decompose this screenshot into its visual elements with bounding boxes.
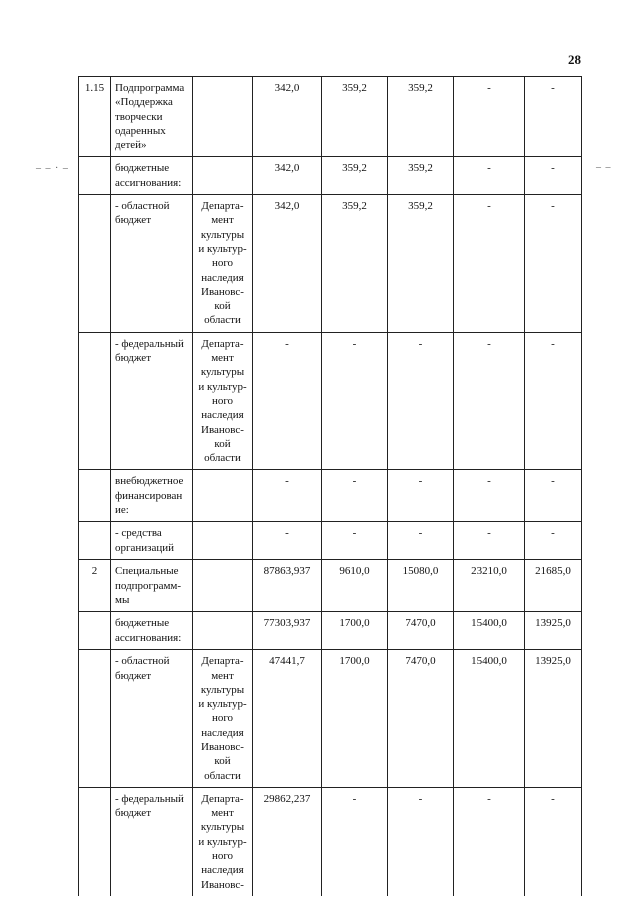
amount-cell: -: [322, 470, 388, 522]
amount-cell: -: [525, 787, 582, 896]
row-number-cell: 1.15: [79, 77, 111, 157]
amount-cell: -: [525, 332, 582, 470]
program-name-cell: - федеральный бюджет: [111, 787, 193, 896]
row-number-cell: [79, 157, 111, 195]
amount-cell: -: [388, 470, 454, 522]
amount-cell: -: [454, 522, 525, 560]
amount-cell: 13925,0: [525, 650, 582, 788]
amount-cell: -: [253, 470, 322, 522]
table-row: [79, 560, 582, 612]
program-name-cell: внебюджетное финансирован ие:: [111, 470, 193, 522]
scan-mark-left: – – · –: [36, 163, 69, 174]
row-number-cell: [79, 470, 111, 522]
amount-cell: 1700,0: [322, 612, 388, 650]
program-name-cell: - областной бюджет: [111, 650, 193, 788]
row-number-cell: [79, 522, 111, 560]
program-name-cell: - областной бюджет: [111, 195, 193, 333]
amount-cell: -: [454, 332, 525, 470]
amount-cell: 359,2: [322, 195, 388, 333]
table-row: [79, 157, 582, 195]
amount-cell: -: [454, 195, 525, 333]
row-number-cell: 2: [79, 560, 111, 612]
scan-mark-right: – –: [596, 162, 612, 173]
table-row: [79, 77, 582, 157]
amount-cell: 47441,7: [253, 650, 322, 788]
amount-cell: 77303,937: [253, 612, 322, 650]
table-row: [79, 612, 582, 650]
table-row: [79, 470, 582, 522]
amount-cell: 359,2: [388, 77, 454, 157]
amount-cell: -: [388, 332, 454, 470]
amount-cell: 342,0: [253, 157, 322, 195]
amount-cell: 9610,0: [322, 560, 388, 612]
executor-cell: [193, 470, 253, 522]
amount-cell: 342,0: [253, 77, 322, 157]
row-number-cell: [79, 195, 111, 333]
program-name-cell: Подпрограмма «Поддержка творчески одаренных детей»: [111, 77, 193, 157]
amount-cell: 23210,0: [454, 560, 525, 612]
amount-cell: 87863,937: [253, 560, 322, 612]
table-row: [79, 195, 582, 333]
page-number: 28: [568, 52, 581, 67]
amount-cell: -: [454, 157, 525, 195]
program-name-cell: бюджетные ассигнования:: [111, 612, 193, 650]
table-row: [79, 332, 582, 470]
amount-cell: 15400,0: [454, 612, 525, 650]
amount-cell: -: [525, 157, 582, 195]
amount-cell: -: [525, 77, 582, 157]
amount-cell: 15080,0: [388, 560, 454, 612]
row-number-cell: [79, 787, 111, 896]
amount-cell: 7470,0: [388, 650, 454, 788]
program-name-cell: - федеральный бюджет: [111, 332, 193, 470]
amount-cell: 29862,237: [253, 787, 322, 896]
funding-table: [78, 76, 582, 896]
amount-cell: -: [322, 787, 388, 896]
amount-cell: 342,0: [253, 195, 322, 333]
program-name-cell: бюджетные ассигнования:: [111, 157, 193, 195]
executor-cell: [193, 157, 253, 195]
row-number-cell: [79, 612, 111, 650]
executor-cell: [193, 612, 253, 650]
program-name-cell: - средства организаций: [111, 522, 193, 560]
executor-cell: Департа-мент культуры и культур-ного наследия Ивановс-: [193, 787, 253, 896]
amount-cell: 359,2: [388, 157, 454, 195]
amount-cell: -: [525, 470, 582, 522]
amount-cell: -: [454, 787, 525, 896]
amount-cell: 359,2: [322, 157, 388, 195]
executor-cell: [193, 522, 253, 560]
amount-cell: 7470,0: [388, 612, 454, 650]
table-row: [79, 650, 582, 788]
amount-cell: -: [454, 77, 525, 157]
amount-cell: 1700,0: [322, 650, 388, 788]
amount-cell: -: [454, 470, 525, 522]
table-row: [79, 522, 582, 560]
amount-cell: 15400,0: [454, 650, 525, 788]
executor-cell: Департа-мент культуры и культур-ного наследия Ивановс-кой области: [193, 332, 253, 470]
amount-cell: -: [253, 522, 322, 560]
amount-cell: 359,2: [388, 195, 454, 333]
amount-cell: -: [322, 332, 388, 470]
amount-cell: -: [525, 195, 582, 333]
amount-cell: -: [322, 522, 388, 560]
executor-cell: [193, 77, 253, 157]
amount-cell: -: [525, 522, 582, 560]
row-number-cell: [79, 332, 111, 470]
amount-cell: -: [388, 522, 454, 560]
amount-cell: 359,2: [322, 77, 388, 157]
table-row: [79, 787, 582, 896]
executor-cell: Департа-мент культуры и культур-ного наследия Ивановс-кой области: [193, 195, 253, 333]
amount-cell: 13925,0: [525, 612, 582, 650]
amount-cell: -: [388, 787, 454, 896]
amount-cell: -: [253, 332, 322, 470]
program-name-cell: Специальные подпрограмм-мы: [111, 560, 193, 612]
amount-cell: 21685,0: [525, 560, 582, 612]
executor-cell: [193, 560, 253, 612]
row-number-cell: [79, 650, 111, 788]
executor-cell: Департа-мент культуры и культур-ного наследия Ивановс-кой области: [193, 650, 253, 788]
